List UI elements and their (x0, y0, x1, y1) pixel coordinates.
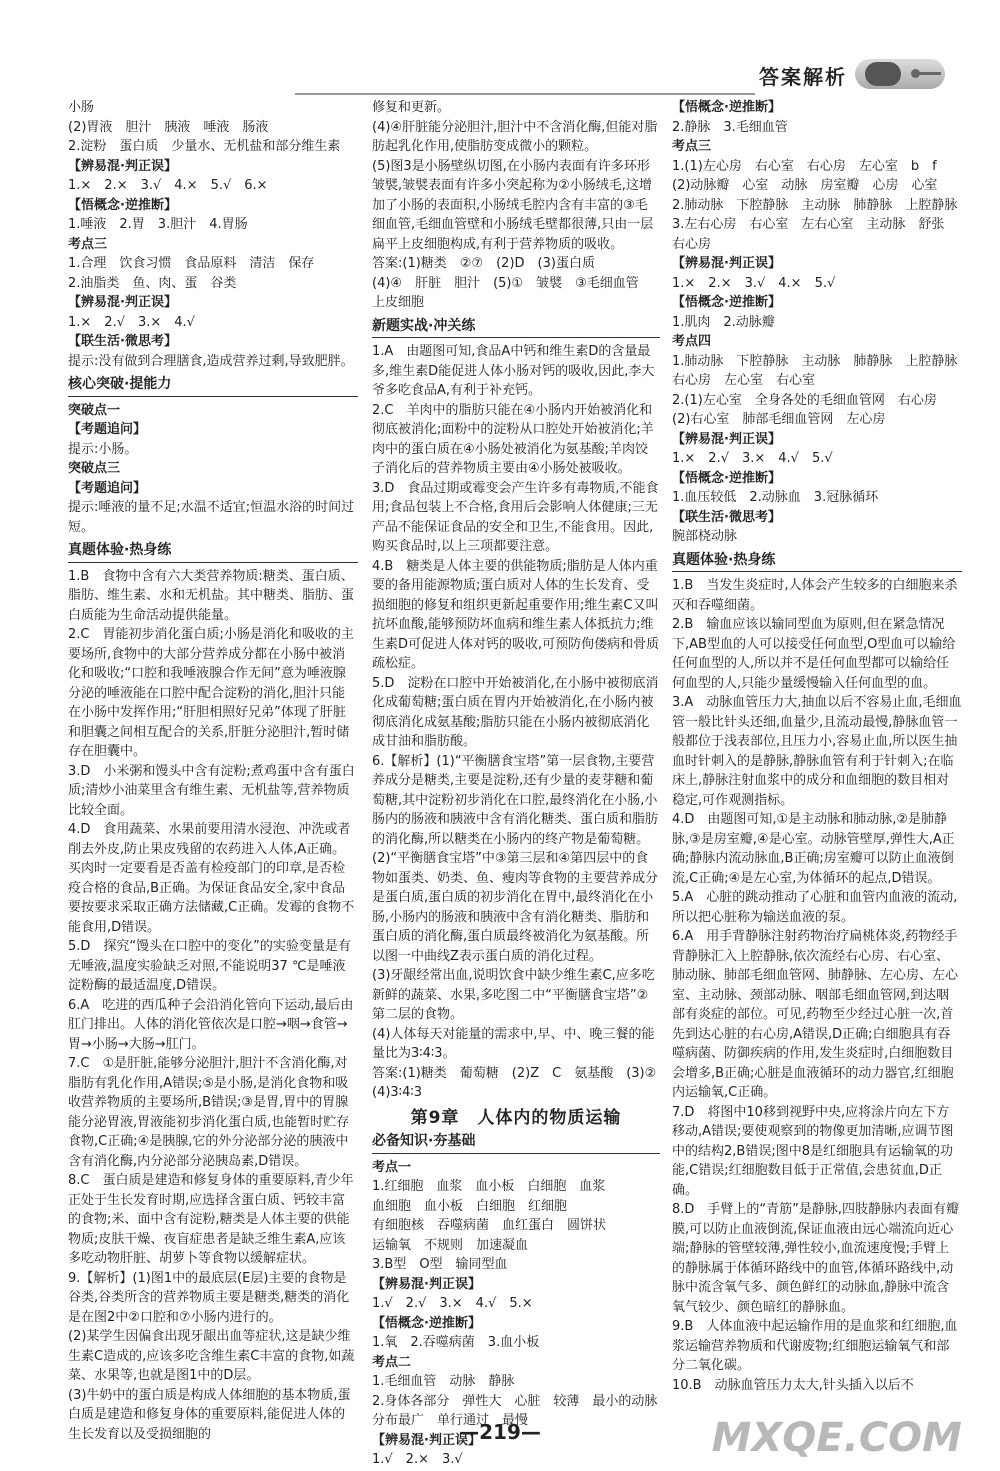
section-tag: 【考题追问】 (68, 480, 147, 496)
text-line: 1.√ 2.× 3.√ (372, 1452, 463, 1467)
text-line: 1.血压较低 2.动脉血 3.冠脉循环 (672, 490, 879, 505)
text-line: (3)牙龈经常出血,说明饮食中缺少维生素C,应多吃新鲜的蔬菜、水果,多吃图二中“平衡膳食宝塔”②第二层的食物。 (372, 968, 655, 1022)
text-line: 2.肺动脉 下腔静脉 主动脉 肺静脉 上腔静脉 (672, 197, 958, 213)
text-line: 2.油脂类 鱼、肉、蛋 谷类 (68, 275, 237, 291)
text-line: (4)④肝脏能分泌胆汁,胆汁中不含消化酶,但能对脂肪起乳化作用,使脂肪变成微小的颗粒。 (372, 119, 658, 154)
text-line: 2.C 胃能初步消化蛋白质;小肠是消化和吸收的主要场所,食物中的大部分营养成分都在小肠中被消化和吸收;“口腔和我唾液腺合作无间”意为唾液腺分泌的唾液能在口腔中配合淀粉的消化,胆汁只能在小肠中发挥作用;“肝胆相照好兄弟”体现了肝脏和胆囊之间相互配合的关系,肝脏分泌胆汁,暂时储存在胆囊中。 (68, 627, 354, 759)
text-line: 小肠 (68, 100, 95, 115)
column-right (672, 98, 971, 1395)
text-line: (2)“平衡膳食宝塔”中③第三层和④第四层中的食物如蛋类、奶类、鱼、瘦肉等食物的主要营养成分是蛋白质,蛋白质的初步消化在胃中,最终消化在小肠,小肠内的肠液和胰液中含有消化糖类、脂肪和蛋白质的消化酶,蛋白质最终被消化为氨基酸。所以图一中曲线Z表示蛋白质的消化过程。 (372, 851, 659, 964)
text-line: 2.身体各部分 弹性大 心脏 较薄 最小的动脉 分布最广 单行通过 最慢 (372, 1393, 671, 1428)
text-line: 9.B 人体血液中起运输作用的是血浆和红细胞,血浆运输营养物质和代谢废物;红细胞运输氧气和部分二氧化碳。 (672, 1319, 958, 1373)
text-line: 3.B型 O型 输同型血 (372, 1257, 508, 1272)
text-line: (5)图3是小肠壁纵切图,在小肠内表面有许多环形皱襞,皱襞表面有许多小突起称为②小肠绒毛,这增加了小肠的表面积,小肠绒毛腔内含有丰富的③毛细血管,毛细血管壁和小肠绒毛壁都很薄,只由一层扁平上皮细胞构成,有利于营养物质的吸收。 (372, 158, 654, 252)
point-heading: 突破点三 (68, 461, 121, 476)
text-line: (2)胃液 胆汁 胰液 唾液 肠液 (68, 119, 269, 135)
text-line: 血细胞 血小板 白细胞 红细胞 (372, 1198, 568, 1214)
text-line: 1.× 2.× 3.√ 4.× 5.√ 6.× (68, 178, 268, 193)
text-line: 6.A 用手背静脉注射药物治疗扁桃体炎,药物经手背静脉汇入上腔静脉,依次流经右心房、右心室、肺动脉、肺部毛细血管网、肺静脉、左心房、左心室、主动脉、颈部动脉、咽部毛细血管网,到达咽部有炎症的部位。可见,药物至少经过心脏一次,首先到达心脏的右心房,A错误,D正确;白细胞具有吞噬病菌、防御疾病的作用,发生炎症时,白细胞数目会增多,B正确;心脏是血液循环的动力器官,红细胞内运输氧,C正确。 (672, 929, 959, 1100)
text-line: 4.B 糖类是人体主要的供能物质;脂肪是人体内重要的备用能源物质;蛋白质对人体的生长发育、受损细胞的修复和组织更新起重要作用;维生素C又叫抗坏血酸,能够预防坏血病和维生素人体抵抗力;维生素D可促进人体对钙的吸收,可预防佝偻病和骨质疏松症。 (372, 558, 660, 671)
text-line: 8.D 手臂上的“青筋”是静脉,四肢静脉内表面有瓣膜,可以防止血液倒流,保证血液由远心端流向近心端;静脉的管壁较薄,弹性较小,血流速度慢;手臂上的静脉属于体循环路线中的血管,体循环路线中,动脉中流含氧气多、颜色鲜红的动脉血,静脉中流含氧气较少、颜色暗红的静脉血。 (672, 1202, 960, 1315)
section-tag: 【辨易混·判正误】 (372, 1276, 481, 1292)
section-tag: 【悟概念·逆推断】 (672, 470, 781, 486)
text-line: 1.毛细血管 动脉 静脉 (372, 1374, 515, 1389)
text-line: (4)人体每天对能量的需求中,早、中、晚三餐的能量比为3∶4∶3。 (372, 1026, 655, 1061)
chapter-title: 第9章 人体内的物质运输 (410, 1107, 622, 1128)
text-line: 5.D 淀粉在口腔中开始被消化,在小肠中被彻底消化成葡萄糖;蛋白质在胃内开始被消化,在小肠内被彻底消化成氨基酸;脂肪只能在小肠内被彻底消化成甘油和脂肪酸。 (372, 675, 659, 749)
column-left (68, 98, 358, 1444)
section-tag: 【辨易混·判正误】 (372, 1432, 481, 1448)
text-line: 提示:没有做到合理膳食,造成营养过剩,导致肥胖。 (68, 353, 354, 369)
text-line: 1.√ 2.√ 3.× 4.√ 5.× (372, 1296, 533, 1311)
section-tag: 【悟概念·逆推断】 (372, 1315, 481, 1331)
text-line: 7.C ①是肝脏,能够分泌胆汁,胆汁不含消化酶,对脂肪有乳化作用,A错误;⑤是小肠,是消化食物和吸收营养物质的主要场所,B错误;③是胃,胃中的胃腺能分泌胃液,胃液能初步消化蛋白质,也能暂时贮存食物,C正确;④是胰腺,它的外分泌部分泌的胰液中含有消化酶,内分泌部分泌胰岛素,D错误。 (68, 1056, 350, 1169)
text-line: 1.合理 饮食习惯 食品原料 清洁 保存 (68, 256, 315, 271)
text-line: 有细胞核 吞噬病菌 血红蛋白 圆饼状 (372, 1218, 607, 1233)
text-line: 答案:(1)糖类 ②⑦ (2)D (3)蛋白质 (372, 256, 595, 271)
text-line: 4.D 由题图可知,①是主动脉和肺动脉,②是肺静脉,③是房室瓣,④是心室。动脉管壁厚,弹性大,A正确;静脉内流动脉血,B正确;房室瓣可以防止血液倒流,C正确;④是左心室,为体循环的起点,D错误。 (672, 812, 955, 886)
text-line: 5.A 心脏的跳动推动了心脏和血管内血液的流动,所以把心脏称为输送血液的泵。 (672, 890, 958, 925)
column-middle (372, 98, 671, 1470)
text-line: 1.唾液 2.胃 3.胆汁 4.胃肠 (68, 217, 248, 232)
bar-icon (919, 72, 941, 75)
text-line: 提示:唾液的量不足;水温不适宜;恒温水浴的时间过短。 (68, 500, 355, 535)
text-line: 8.C 蛋白质是建造和修复身体的重要原料,青少年正处于生长发育时期,应选择含蛋白质、钙较丰富的食物;米、面中含有淀粉,糖类是人体主要的供能物质;皮肤干燥、夜盲症患者是缺乏维生素A,应该多吃动物肝脏、胡萝卜等食物以缓解症状。 (68, 1173, 354, 1266)
text-line: (2)动脉瓣 心室 动脉 房室瓣 心房 心室 (672, 178, 938, 193)
text-line: 1.氧 2.吞噬病菌 3.血小板 (372, 1335, 540, 1350)
text-line: 2.B 输血应该以输同型血为原则,但在紧急情况下,AB型血的人可以接受任何血型,O型血可以输给任何血型的人,所以并不是任何血型都可以输给任何血型的人,只能少量缓慢输入任何血型的血。 (672, 617, 956, 691)
section-tag: 【悟概念·逆推断】 (672, 295, 781, 310)
point-heading: 考点四 (672, 334, 712, 349)
point-heading: 突破点一 (68, 402, 121, 418)
text-line: 腕部桡动脉 (672, 529, 738, 544)
text-line: 3.D 小米粥和馒头中含有淀粉;煮鸡蛋中含有蛋白质;清炒小油菜里含有维生素、无机盐等,营养物质比较全面。 (68, 763, 355, 818)
text-line: (2)右心室 肺部毛细血管网 左心房 (672, 412, 886, 427)
section-tag: 【辨易混·判正误】 (672, 431, 781, 447)
section-heading: 新题实战·冲关练 (372, 317, 660, 339)
text-line: 修复和更新。 (372, 100, 451, 115)
text-line: 上皮细胞 (372, 295, 425, 310)
text-line: 5.D 探究“馒头在口腔中的变化”的实验变量是有无唾液,温度实验缺乏对照,不能说明37 ℃是唾液淀粉酶的最适温度,D错误。 (68, 939, 351, 993)
page-number: —219— (459, 1420, 541, 1444)
text-line: 1.B 食物中含有六大类营养物质:糖类、蛋白质、脂肪、维生素、水和无机盐。其中糖类、脂肪、蛋白质能为生命活动提供能量。 (68, 568, 355, 623)
text-line: 6.【解析】(1)“平衡膳食宝塔”第一层食物,主要营养成分是糖类,主要是淀粉,还有少量的麦芽糖和葡萄糖,其中淀粉初步消化在口腔,最终消化在小肠,小肠内的肠液和胰液中含有消化糖类、蛋白质和脂肪的消化酶,所以糖类在小肠内的终产物是葡萄糖。 (372, 753, 659, 847)
text-line: 7.D 将图中10移到视野中央,应将涂片向左下方移动,A错误;要使观察到的物像更加清晰,应调节图中的结构2,B错误;图中8是红细胞具有运输氧的功能,C错误;红细胞数目低于正常值,会患贫血,D正确。 (672, 1104, 954, 1198)
section-tag: 【辨易混·判正误】 (68, 295, 177, 310)
watermark-logo: MXQE.COM (711, 1415, 962, 1461)
text-line: 1.(1)左心房 右心室 右心房 左心室 b f (672, 158, 937, 174)
text-line: (2)某学生因偏食出现牙龈出血等症状,这是缺少维生素C造成的,应该多吃含维生素C丰富的食物,如蔬菜、水果等,也就是图1中的D层。 (68, 1329, 355, 1383)
header-rule (295, 93, 755, 95)
point-heading: 考点三 (672, 139, 712, 154)
text-line: 2.淀粉 蛋白质 少量水、无机盐和部分维生素 (68, 139, 341, 154)
text-line: 1.红细胞 血浆 血小板 白细胞 血浆 (372, 1179, 606, 1194)
section-heading: 核心突破·提能力 (68, 375, 358, 397)
text-line: 10.B 动脉血管压力太大,针头插入以后不 (672, 1377, 914, 1393)
section-heading: 必备知识·夯基础 (372, 1132, 660, 1154)
text-line: (4)④ 肝脏 胆汁 (5)① 皱襞 ③毛细血管 (372, 275, 639, 291)
section-tag: 【辨易混·判正误】 (672, 256, 781, 271)
point-heading: 考点一 (372, 1159, 412, 1175)
text-line: 9.【解析】(1)图1中的最底层(E层)主要的食物是谷类,谷类所含的营养物质主要是糖类,糖类的消化是在图2中②口腔和⑦小肠内进行的。 (68, 1270, 350, 1325)
text-line: 答案:(1)糖类 葡萄糖 (2)Z C 氨基酸 (3)② (4)3∶4∶3 (372, 1065, 670, 1100)
text-line: 3.A 动脉血管压力大,抽血以后不容易止血,毛细血管一般比针头还细,血量少,且流动最慢,静脉血管一般都位于浅表部位,且压力小,容易止血,所以医生抽血时针刺入的是静脉,静脉血管有利于针刺入;在临床上,静脉注射血浆中的成分和血细胞的数目相对稳定,可作观测指标。 (672, 695, 962, 808)
text-line: 2.C 羊肉中的脂肪只能在④小肠内开始被消化和彻底被消化;面粉中的淀粉从口腔处开始被消化;羊肉中的蛋白质在④小肠处被消化为氨基酸;羊肉饺子消化后的营养物质主要由④小肠处被吸收。 (372, 402, 654, 476)
text-line: 运输氧 不规则 加速凝血 (372, 1237, 529, 1253)
section-tag: 【考题追问】 (68, 422, 147, 437)
text-line: 1.B 当发生炎症时,人体会产生较多的白细胞来杀灭和吞噬细菌。 (672, 578, 958, 613)
text-line: 1.肌肉 2.动脉瓣 (672, 314, 775, 330)
text-line: 提示:小肠。 (68, 441, 138, 457)
text-line: 3.D 食品过期或霉变会产生许多有毒物质,不能食用;食品包装上不合格,食用后会影响人体健康;三无产品不能保证食品的安全和卫生,不能食用。因此,购买食品时,以上三项都要注意。 (372, 480, 659, 554)
text-line: 3.左右心房 右心室 左右心室 主动脉 舒张 右心房 (672, 217, 958, 252)
text-line: 2.(1)左心室 全身各处的毛细血管网 右心房 (672, 392, 937, 408)
eye-icon (865, 62, 901, 86)
text-line: 1.肺动脉 下腔静脉 主动脉 肺静脉 上腔静脉 右心房 左心室 右心室 (672, 353, 971, 388)
text-line: (3)牛奶中的蛋白质是构成人体细胞的基本物质,蛋白质是建造和修复身体的重要原料,能促进人体的生长发育以及受损细胞的 (68, 1387, 351, 1442)
section-tag: 【悟概念·逆推断】 (672, 100, 781, 115)
section-tag: 【辨易混·判正误】 (68, 158, 177, 174)
point-heading: 考点二 (372, 1354, 412, 1370)
text-line: 4.D 食用蔬菜、水果前要用清水浸泡、冲洗或者削去外皮,防止果皮残留的农药进入人体,A正确。买肉时一定要看是否盖有检疫部门的印章,是否检疫合格的食品,B正确。为保证食品安全,家中食品要按要求采取正确方法储藏,C正确。发霉的食物不能食用,D错误。 (68, 822, 355, 935)
text-line: 6.A 吃进的西瓜种子会沿消化管向下运动,最后由肛门排出。人体的消化管依次是口腔→咽→食管→胃→小肠→大肠→肛门。 (68, 997, 354, 1052)
text-line: 1.× 2.√ 3.× 4.√ (68, 314, 195, 330)
text-line: 2.静脉 3.毛细血管 (672, 119, 788, 135)
section-heading: 真题体验·热身练 (68, 541, 358, 563)
section-heading: 真题体验·热身练 (672, 551, 962, 573)
text-line: 1.A 由题图可知,食品A中钙和维生素D的含量最多,维生素D能促进人体小肠对钙的吸收,因此,李大爷多吃食品A,有利于补充钙。 (372, 344, 655, 398)
header-logo-badge (855, 59, 945, 89)
text-line: 1.× 2.× 3.√ 4.× 5.√ (672, 275, 836, 291)
section-tag: 【悟概念·逆推断】 (68, 197, 177, 213)
text-line: 1.× 2.√ 3.× 4.√ 5.√ (672, 451, 833, 466)
section-tag: 【联生活·微思考】 (68, 334, 177, 349)
header-title: 答案解析 (759, 65, 847, 89)
point-heading: 考点三 (68, 236, 108, 252)
section-tag: 【联生活·微思考】 (672, 509, 781, 525)
